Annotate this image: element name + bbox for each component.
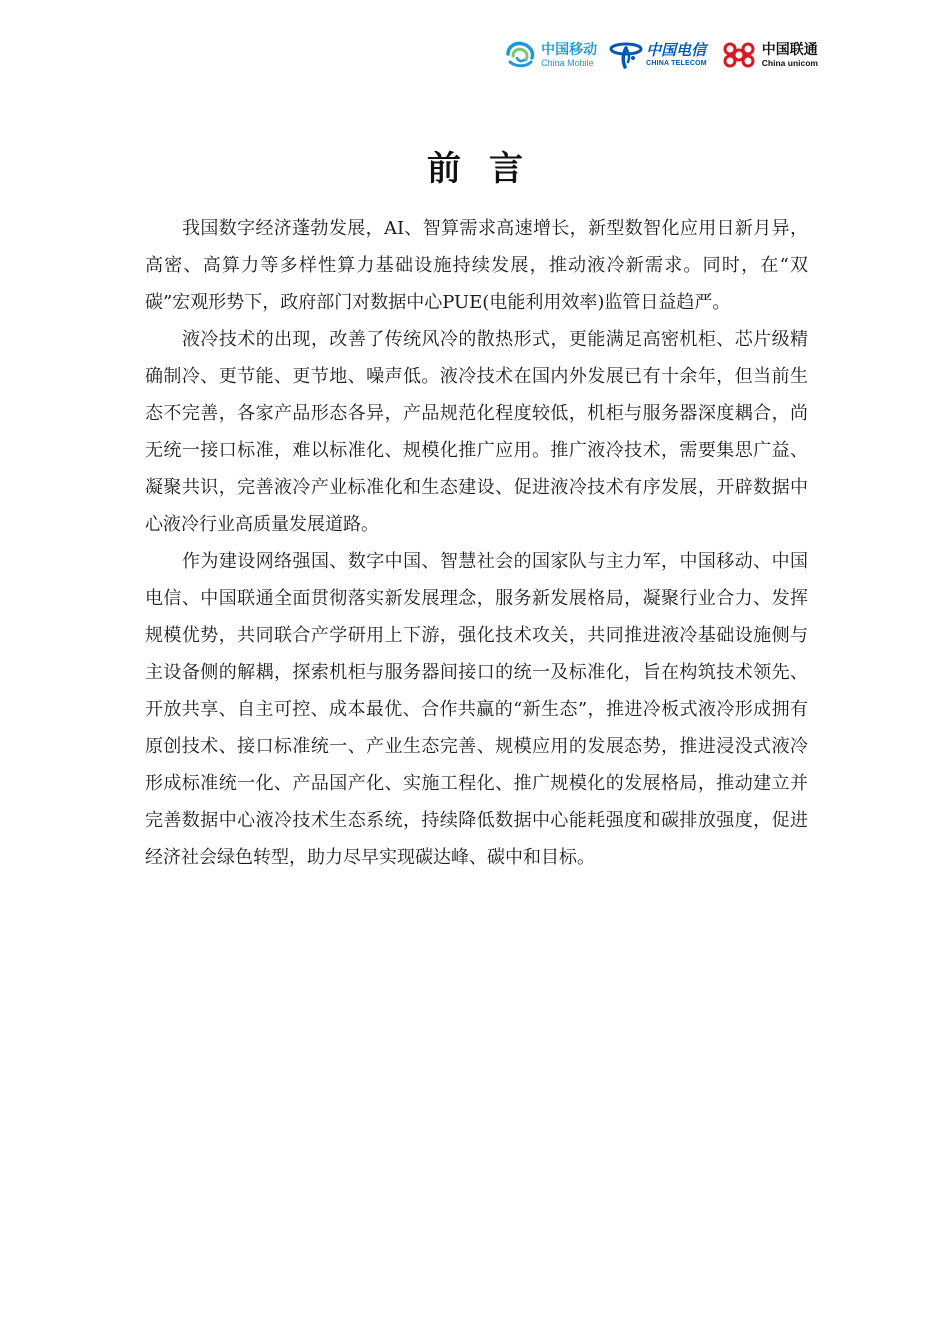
china-unicom-logo <box>719 40 818 70</box>
china-mobile-name-en: China Mobile <box>541 57 594 68</box>
china-unicom-name-en: China unicom <box>761 57 818 68</box>
paragraph-1: 我国数字经济蓬勃发展，AI、智算需求高速增长，新型数智化应用日新月异，高密、高算力等多样性算力基础设施持续发展，推动液冷新需求。同时，在“双碳”宏观形势下，政府部门对数据中心PUE(电能利用效率)监管日益趋严。 <box>145 218 808 313</box>
china-unicom-icon <box>719 40 759 70</box>
china-telecom-logo <box>609 40 707 70</box>
china-unicom-name-cn: 中国联通 <box>761 41 818 58</box>
document-body <box>145 210 808 876</box>
china-telecom-icon <box>609 40 643 70</box>
china-mobile-logo <box>504 40 597 70</box>
china-mobile-name-cn: 中国移动 <box>541 41 598 58</box>
page-title: 前言 <box>427 148 551 189</box>
paragraph-2: 液冷技术的出现，改善了传统风冷的散热形式，更能满足高密机柜、芯片级精确制冷、更节能、更节地、噪声低。液冷技术在国内外发展已有十余年，但当前生态不完善，各家产品形态各异，产品规范化程度较低，机柜与服务器深度耦合，尚无统一接口标准，难以标准化、规模化推广应用。推广液冷技术，需要集思广益、凝聚共识，完善液冷产业标准化和生态建设、促进液冷技术有序发展，开辟数据中心液冷行业高质量发展道路。 <box>145 329 808 535</box>
paragraph-3: 作为建设网络强国、数字中国、智慧社会的国家队与主力军，中国移动、中国电信、中国联通全面贯彻落实新发展理念，服务新发展格局，凝聚行业合力、发挥规模优势，共同联合产学研用上下游，强化技术攻关，共同推进液冷基础设施侧与主设备侧的解耦，探索机柜与服务器间接口的统一及标准化，旨在构筑技术领先、开放共享、自主可控、成本最优、合作共赢的“新生态”，推进冷板式液冷形成拥有原创技术、接口标准统一、产业生态完善、规模应用的发展态势，推进浸没式液冷形成标准统一化、产品国产化、实施工程化、推广规模化的发展格局，推动建立并完善数据中心液冷技术生态系统，持续降低数据中心能耗强度和碳排放强度，促进经济社会绿色转型，助力尽早实现碳达峰、碳中和目标。 <box>145 551 808 868</box>
china-mobile-icon <box>504 40 538 70</box>
header-logos <box>504 40 818 70</box>
china-telecom-name-cn: 中国电信 <box>646 41 707 59</box>
china-telecom-name-en: CHINA TELECOM <box>646 60 707 67</box>
